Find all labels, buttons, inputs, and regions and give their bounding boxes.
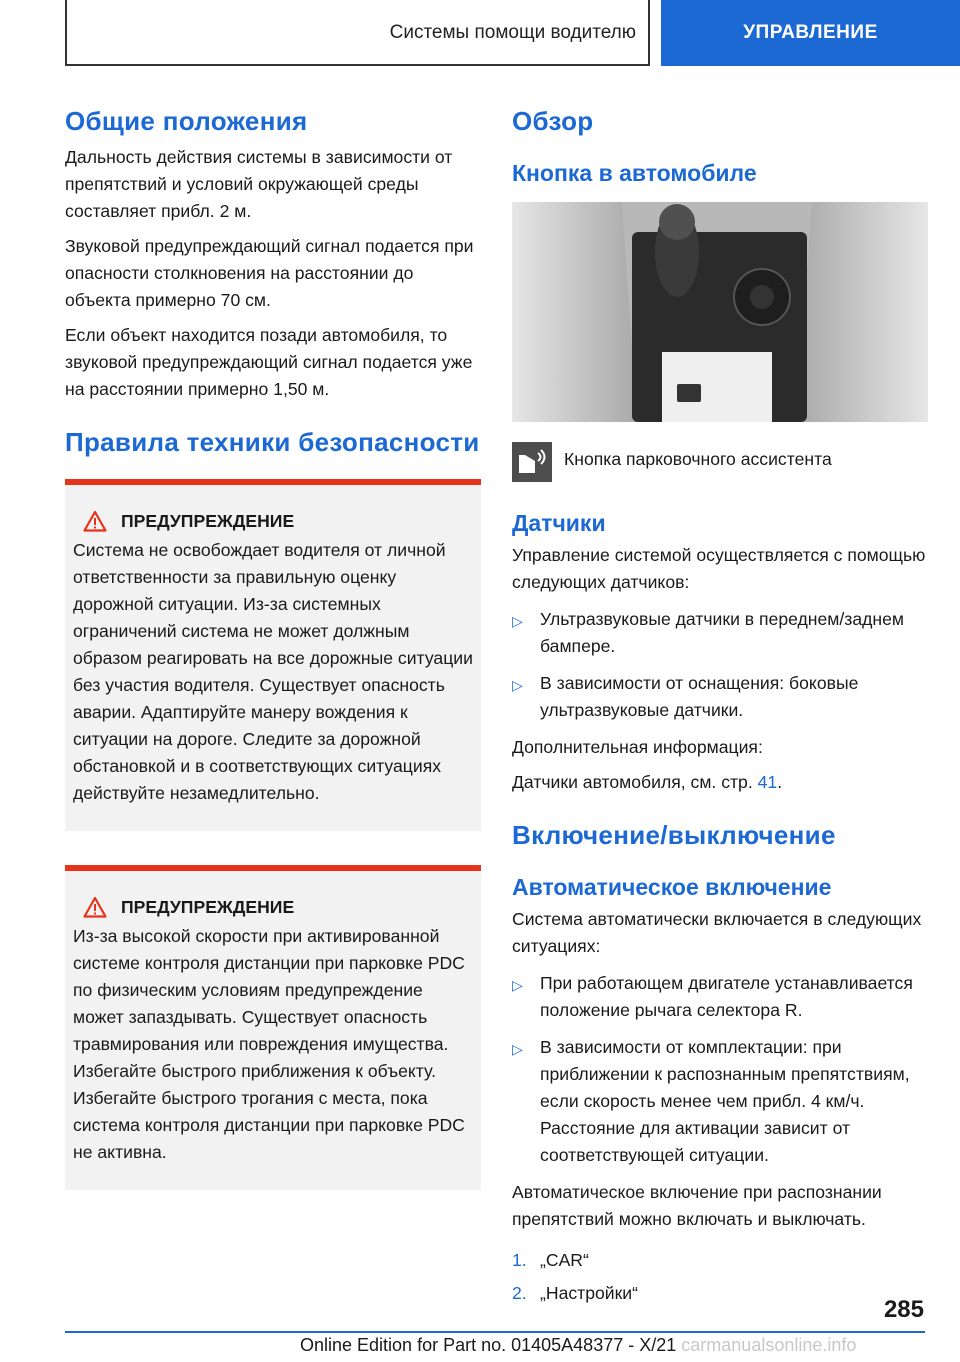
warning-text: Из-за высокой скорости при активированной системе контроля дистанции при парковке PDC по физическим условиям предупреждение может запаздывать. Существует опасность травмирования или повреждения имущества. Избегайте быстрого приближения к объекту. Избегайте быстрого трогания с места, пока система контроля дистанции при парковке PDC не активна. (73, 926, 465, 1162)
list-item-text: Ультразвуковые датчики в переднем/заднем бампере. (540, 609, 904, 656)
list-item (512, 670, 932, 724)
step-number: 2. (512, 1283, 527, 1303)
parking-button-legend (512, 442, 932, 482)
warning-title: ПРЕДУПРЕЖДЕНИЕ (121, 896, 295, 917)
triangle-bullet-icon: ▷ (512, 677, 523, 693)
triangle-bullet-icon: ▷ (512, 1041, 523, 1057)
paragraph-signal-front: Звуковой предупреждающий сигнал подается при опасности столкновения на расстоянии до объекта примерно 70 см. (65, 236, 474, 310)
list-item-text: В зависимости от оснащения: боковые ультразвуковые датчики. (540, 673, 859, 720)
step-text: „Настройки“ (540, 1283, 638, 1303)
heading-on-off: Включение/выключение (512, 820, 836, 850)
paragraph-auto-on: Система автоматически включается в следующих ситуациях: (512, 909, 922, 956)
warning-header (83, 507, 473, 535)
footer-edition (300, 1335, 856, 1356)
center-console-image (512, 202, 928, 422)
page-number: 285 (883, 1296, 924, 1323)
warning-text: Система не освобождает водителя от личной ответственности за правильную оценку дорожной ситуации. Из-за системных ограничений система не может должным образом реагировать на все дорожные ситуации без участия водителя. Существует опасность аварии. Адаптируйте манеру вождения к ситуации на дороге. Следите за дорожной обстановкой и в соответствующих ситуациях действуйте незамедлительно. (73, 540, 473, 803)
step-text: „CAR“ (540, 1250, 589, 1270)
list-item (512, 606, 932, 660)
list-item-text: В зависимости от комплектации: при приближении к распознанным препятствиям, если скорость менее чем прибл. 4 км/ч. Расстояние для активации зависит от соответствующей ситуации. (540, 1037, 910, 1165)
warning-header (83, 893, 473, 921)
heading-safety: Правила техники безопасности (65, 427, 480, 457)
parking-assistant-icon (512, 442, 552, 482)
page-link[interactable]: 41 (757, 772, 778, 792)
paragraph-range: Дальность действия системы в зависимости от препятствий и условий окружающей среды составляет прибл. 2 м. (65, 147, 453, 221)
right-column (512, 100, 932, 1307)
paragraph-signal-rear: Если объект находится позади автомобиля, то звуковой предупреждающий сигнал подается уже на расстоянии примерно 1,50 м. (65, 325, 473, 399)
paragraph-sensor-reference (512, 769, 932, 796)
reference-period: . (777, 772, 783, 792)
warning-box-2 (65, 865, 481, 1190)
left-column (65, 100, 481, 1190)
footer-watermark: carmanualsonline.info (681, 1335, 857, 1355)
triangle-bullet-icon: ▷ (512, 977, 523, 993)
heading-sensors: Датчики (512, 510, 606, 536)
paragraph-auto-toggle: Автоматическое включение при распознании препятствий можно включать и выключать. (512, 1182, 882, 1229)
reference-text: Датчики автомобиля, см. стр. (512, 772, 753, 792)
header-section-title: Системы помощи водителю (389, 22, 636, 43)
footer-edition-text: Online Edition for Part no. 01405A48377 - X/21 (300, 1335, 677, 1355)
warning-triangle-icon (83, 510, 107, 532)
list-item (512, 970, 932, 1024)
list-item-text: При работающем двигателе устанавливается положение рычага селектора R. (540, 973, 913, 1020)
heading-overview: Обзор (512, 106, 594, 136)
warning-triangle-icon (83, 896, 107, 918)
center-console-photo (512, 202, 928, 422)
triangle-bullet-icon: ▷ (512, 613, 523, 629)
parking-button-caption: Кнопка парковочного ассистента (564, 449, 832, 469)
heading-general: Общие положения (65, 106, 308, 136)
header-chapter-tab[interactable]: УПРАВЛЕНИЕ (661, 0, 960, 66)
footer-rule (65, 1331, 925, 1333)
warning-title: ПРЕДУПРЕЖДЕНИЕ (121, 510, 295, 531)
paragraph-sensors-intro: Управление системой осуществляется с помощью следующих датчиков: (512, 545, 926, 592)
paragraph-more-info: Дополнительная информация: (512, 737, 763, 757)
heading-auto-on: Автоматическое включение (512, 874, 832, 900)
step-number: 1. (512, 1250, 527, 1270)
warning-box-1 (65, 479, 481, 831)
heading-button-in-car: Кнопка в автомобиле (512, 160, 757, 186)
list-item (512, 1034, 932, 1169)
step-item (512, 1247, 932, 1274)
step-item (512, 1280, 932, 1307)
